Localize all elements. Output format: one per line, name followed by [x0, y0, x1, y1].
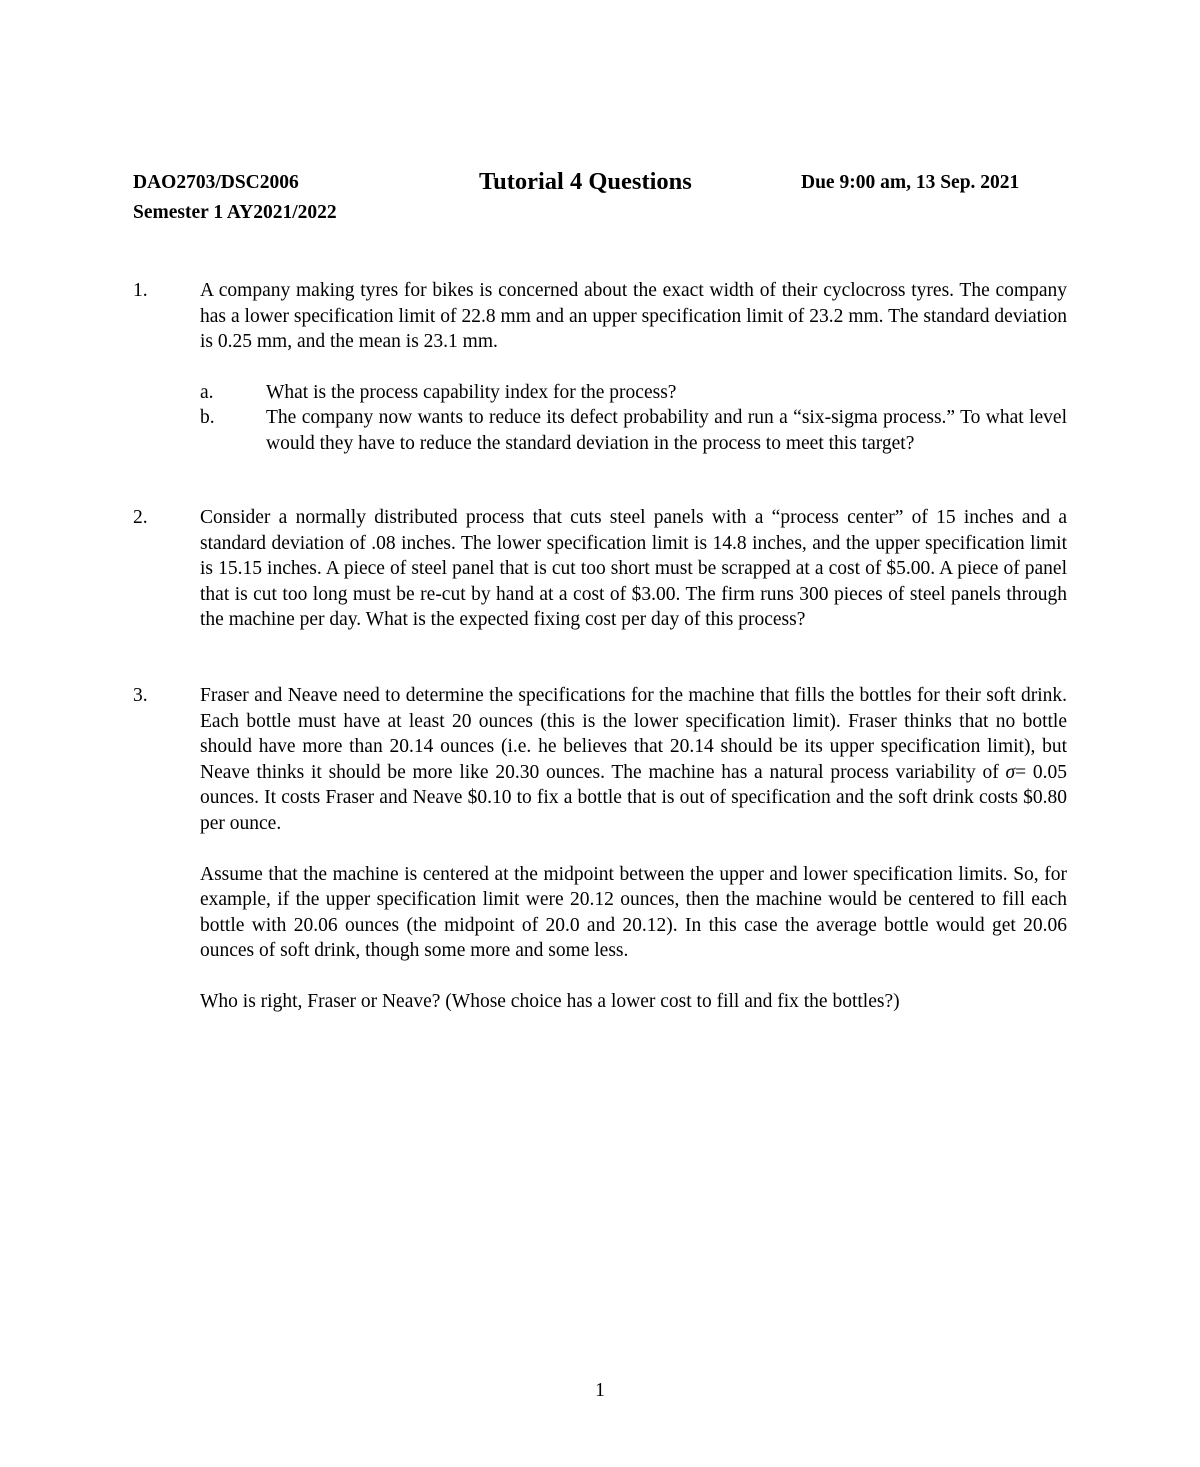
- sub-question-text: What is the process capability index for the process?: [266, 381, 677, 403]
- question-2: [133, 505, 1067, 633]
- question-number: 1.: [133, 280, 148, 301]
- question-text: Consider a normally distributed process that cuts steel panels with a “process center” of 15 inches and a standard deviation of .08 inches. The lower specification limit is 14.8 inches, and the upper specification limit is 15.15 inches. A piece of steel panel that is cut too short must be scrapped at a cost of $5.00. A piece of panel that is cut too long must be re-cut by hand at a cost of $3.00. The firm runs 300 pieces of steel panels through the machine per day. What is the expected fixing cost per day of this process?: [200, 507, 1067, 631]
- course-info: [133, 168, 337, 228]
- page-title: Tutorial 4 Questions: [479, 168, 692, 195]
- course-code: DAO2703/DSC2006: [133, 172, 299, 193]
- semester-label: Semester 1 AY2021/2022: [133, 202, 337, 223]
- sub-question-letter: a.: [200, 381, 214, 403]
- due-date: Due 9:00 am, 13 Sep. 2021: [801, 172, 1020, 193]
- question-1: [133, 278, 1067, 457]
- question-3: [133, 683, 1067, 1015]
- question-text-part: Fraser and Neave need to determine the specifications for the machine that fills the bottles for their soft drink. Each bottle must have at least 20 ounces (this is the lower specification limit). Fraser thinks that no bottle should have more than 20.14 ounces (i.e. he believes that 20.14 should be its upper specification limit), but Neave thinks it should be more like 20.30 ounces. The machine has a natural process variability of: [200, 685, 1067, 783]
- sub-question-list: [200, 380, 1067, 457]
- sub-question-text: The company now wants to reduce its defect probability and run a “six-sigma process.” To what level would they have to reduce the standard deviation in the process to meet this target?: [266, 407, 1067, 454]
- sub-question-b: [200, 405, 1067, 456]
- question-number: 3.: [133, 685, 148, 706]
- sub-question-letter: b.: [200, 407, 215, 429]
- question-paragraph: Who is right, Fraser or Neave? (Whose choice has a lower cost to fill and fix the bottles?): [200, 990, 900, 1012]
- question-number: 2.: [133, 507, 148, 528]
- sub-question-a: [200, 380, 1067, 406]
- question-text: [200, 683, 1067, 837]
- sigma-symbol: σ: [1005, 761, 1016, 783]
- page-number: 1: [595, 1380, 605, 1401]
- question-text: A company making tyres for bikes is concerned about the exact width of their cyclocross tyres. The company has a lower specification limit of 22.8 mm and an upper specification limit of 23.2 mm. The standard deviation is 0.25 mm, and the mean is 23.1 mm.: [200, 280, 1067, 353]
- question-text-part: = 0.05 ounces. It costs Fraser and Neave $0.10 to fix a bottle that is out of specification and the soft drink costs $0.80 per ounce.: [200, 761, 1068, 834]
- question-paragraph: Assume that the machine is centered at the midpoint between the upper and lower specification limits. So, for example, if the upper specification limit were 20.12 ounces, then the machine would be centered to fill each bottle with 20.06 ounces (the midpoint of 20.0 and 20.12). In this case the average bottle would get 20.06 ounces of soft drink, though some more and some less.: [200, 863, 1067, 962]
